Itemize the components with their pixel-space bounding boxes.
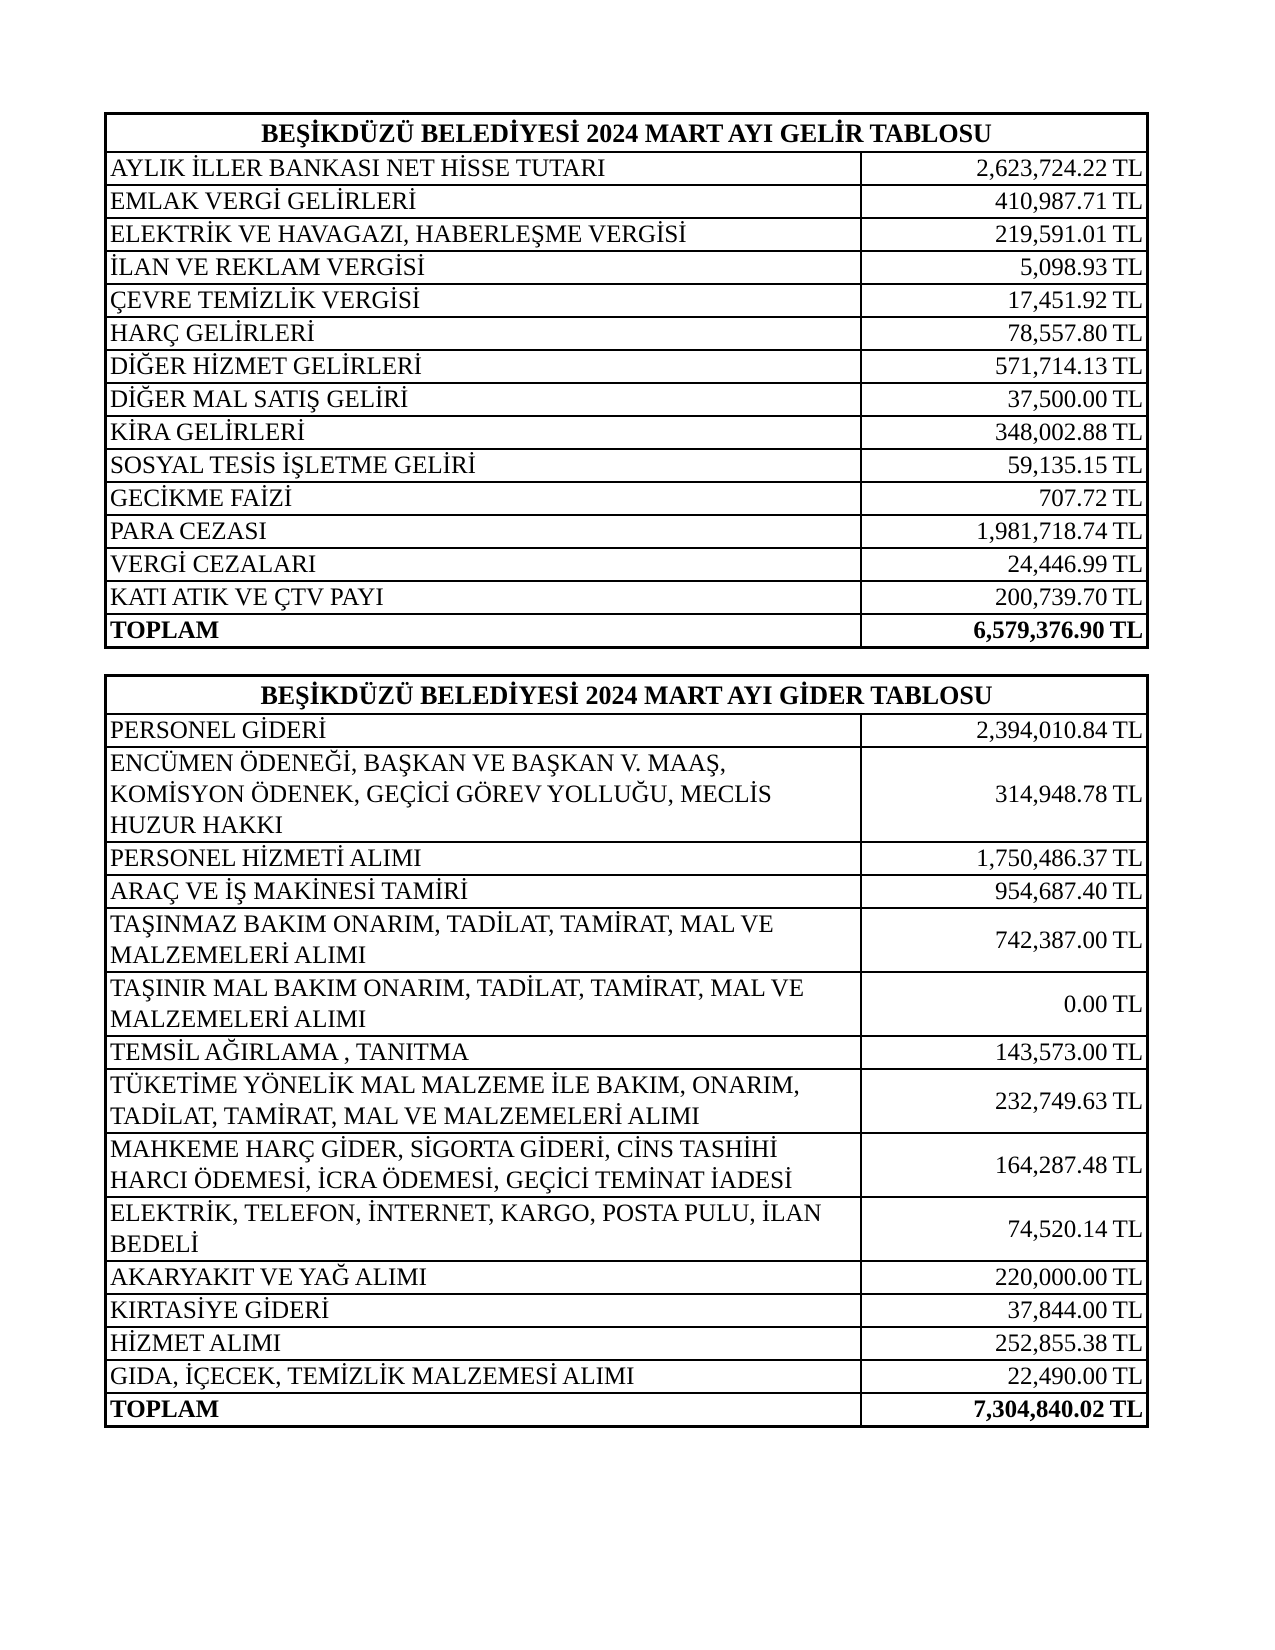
income-item-amount xyxy=(861,350,1148,383)
income-table-row xyxy=(106,350,1148,383)
income-title-row xyxy=(106,114,1148,153)
income-item-label: DİĞER MAL SATIŞ GELİRİ xyxy=(106,383,861,416)
income-table-row xyxy=(106,152,1148,185)
currency-label: TL xyxy=(1112,551,1143,578)
amount-value: 37,844.00 xyxy=(1007,1297,1108,1324)
currency-label: TL xyxy=(1112,518,1143,545)
income-item-label: ELEKTRİK VE HAVAGAZI, HABERLEŞME VERGİSİ xyxy=(106,218,861,251)
expense-item-amount xyxy=(861,1261,1148,1294)
amount-value: 200,739.70 xyxy=(994,584,1108,611)
amount-value: 6,579,376.90 xyxy=(973,617,1105,644)
expense-table-row xyxy=(106,747,1148,842)
expense-table-row xyxy=(106,875,1148,908)
expense-table-row xyxy=(106,1360,1148,1393)
currency-label: TL xyxy=(1112,353,1143,380)
expense-item-amount xyxy=(861,1327,1148,1360)
amount-value: 2,623,724.22 xyxy=(976,155,1108,182)
currency-label: TL xyxy=(1112,1151,1143,1179)
currency-label: TL xyxy=(1112,155,1143,182)
income-item-amount xyxy=(861,416,1148,449)
amount-value: 220,000.00 xyxy=(994,1264,1108,1291)
expense-table-row xyxy=(106,1261,1148,1294)
amount-value: 22,490.00 xyxy=(1007,1363,1108,1390)
expense-item-amount xyxy=(861,1197,1148,1261)
expense-table-row xyxy=(106,1133,1148,1197)
income-table-row xyxy=(106,185,1148,218)
income-item-amount xyxy=(861,284,1148,317)
amount-value: 59,135.15 xyxy=(1007,452,1108,479)
amount-value: 252,855.38 xyxy=(994,1330,1108,1357)
amount-value: 37,500.00 xyxy=(1007,386,1108,413)
expense-item-amount xyxy=(861,1036,1148,1069)
expense-item-amount xyxy=(861,747,1148,842)
expense-table-row xyxy=(106,972,1148,1036)
expense-item-amount xyxy=(861,1360,1148,1393)
income-item-amount xyxy=(861,317,1148,350)
currency-label: TL xyxy=(1112,485,1143,512)
currency-label: TL xyxy=(1112,717,1143,744)
amount-value: 78,557.80 xyxy=(1007,320,1108,347)
currency-label: TL xyxy=(1112,419,1143,446)
amount-value: 17,451.92 xyxy=(1007,287,1108,314)
amount-value: 219,591.01 xyxy=(994,221,1108,248)
expense-title-row xyxy=(106,676,1148,715)
expense-table-row xyxy=(106,1069,1148,1133)
currency-label: TL xyxy=(1112,221,1143,248)
expense-item-amount xyxy=(861,875,1148,908)
expense-item-label: AKARYAKIT VE YAĞ ALIMI xyxy=(106,1261,861,1294)
income-item-label: KATI ATIK VE ÇTV PAYI xyxy=(106,581,861,614)
expense-item-label: MAHKEME HARÇ GİDER, SİGORTA GİDERİ, CİNS TASHİHİ HARCI ÖDEMESİ, İCRA ÖDEMESİ, GEÇİCİ TEMİNAT İADESİ xyxy=(106,1133,861,1197)
expense-item-label: TAŞINMAZ BAKIM ONARIM, TADİLAT, TAMİRAT, MAL VE MALZEMELERİ ALIMI xyxy=(106,908,861,972)
income-item-amount xyxy=(861,449,1148,482)
currency-label: TL xyxy=(1112,1330,1143,1357)
amount-value: 143,573.00 xyxy=(994,1039,1108,1066)
expense-item-label: TÜKETİME YÖNELİK MAL MALZEME İLE BAKIM, ONARIM, TADİLAT, TAMİRAT, MAL VE MALZEMELERİ ALIMI xyxy=(106,1069,861,1133)
income-item-amount xyxy=(861,218,1148,251)
currency-label: TL xyxy=(1112,1215,1143,1243)
amount-value: 232,749.63 xyxy=(994,1087,1108,1115)
currency-label: TL xyxy=(1112,990,1143,1018)
income-item-amount xyxy=(861,515,1148,548)
income-item-amount xyxy=(861,152,1148,185)
income-item-label: SOSYAL TESİS İŞLETME GELİRİ xyxy=(106,449,861,482)
income-table-body xyxy=(106,152,1148,648)
expense-item-amount xyxy=(861,908,1148,972)
income-item-label: İLAN VE REKLAM VERGİSİ xyxy=(106,251,861,284)
income-item-label: PARA CEZASI xyxy=(106,515,861,548)
expense-table-row xyxy=(106,842,1148,875)
expense-item-amount xyxy=(861,1069,1148,1133)
income-item-amount xyxy=(861,251,1148,284)
income-table-row xyxy=(106,251,1148,284)
amount-value: 742,387.00 xyxy=(994,926,1108,954)
income-item-label: AYLIK İLLER BANKASI NET HİSSE TUTARI xyxy=(106,152,861,185)
currency-label: TL xyxy=(1112,878,1143,905)
expense-table-row xyxy=(106,1036,1148,1069)
amount-value: 410,987.71 xyxy=(994,188,1108,215)
expense-table-body xyxy=(106,714,1148,1427)
expense-item-label: ARAÇ VE İŞ MAKİNESİ TAMİRİ xyxy=(106,875,861,908)
amount-value: 1,750,486.37 xyxy=(976,845,1108,872)
income-item-amount xyxy=(861,185,1148,218)
income-table xyxy=(104,112,1149,649)
expense-table-row xyxy=(106,1197,1148,1261)
income-item-label: VERGİ CEZALARI xyxy=(106,548,861,581)
income-item-amount xyxy=(861,482,1148,515)
currency-label: TL xyxy=(1112,845,1143,872)
currency-label: TL xyxy=(1112,1039,1143,1066)
income-item-label: DİĞER HİZMET GELİRLERİ xyxy=(106,350,861,383)
income-item-label: KİRA GELİRLERİ xyxy=(106,416,861,449)
expense-table-row xyxy=(106,1327,1148,1360)
expense-table-row xyxy=(106,714,1148,747)
income-table-title: BEŞİKDÜZÜ BELEDİYESİ 2024 MART AYI GELİR TABLOSU xyxy=(106,114,1148,153)
expense-table-title: BEŞİKDÜZÜ BELEDİYESİ 2024 MART AYI GİDER TABLOSU xyxy=(106,676,1148,715)
expense-item-label: TAŞINIR MAL BAKIM ONARIM, TADİLAT, TAMİRAT, MAL VE MALZEMELERİ ALIMI xyxy=(106,972,861,1036)
income-table-row xyxy=(106,548,1148,581)
expense-table xyxy=(104,674,1149,1428)
amount-value: 571,714.13 xyxy=(994,353,1108,380)
income-item-amount xyxy=(861,383,1148,416)
income-total-row xyxy=(106,614,1148,648)
amount-value: 314,948.78 xyxy=(994,781,1108,808)
expense-item-label: PERSONEL HİZMETİ ALIMI xyxy=(106,842,861,875)
income-total-label: TOPLAM xyxy=(106,614,861,648)
amount-value: 2,394,010.84 xyxy=(976,717,1108,744)
expense-table-row xyxy=(106,908,1148,972)
expense-total-label: TOPLAM xyxy=(106,1393,861,1427)
currency-label: TL xyxy=(1112,287,1143,314)
amount-value: 24,446.99 xyxy=(1007,551,1108,578)
currency-label: TL xyxy=(1112,1087,1143,1115)
expense-item-label: HİZMET ALIMI xyxy=(106,1327,861,1360)
expense-item-label: GIDA, İÇECEK, TEMİZLİK MALZEMESİ ALIMI xyxy=(106,1360,861,1393)
income-item-label: HARÇ GELİRLERİ xyxy=(106,317,861,350)
income-item-amount xyxy=(861,581,1148,614)
expense-total-row xyxy=(106,1393,1148,1427)
currency-label: TL xyxy=(1112,254,1143,281)
currency-label: TL xyxy=(1112,386,1143,413)
expense-item-amount xyxy=(861,714,1148,747)
income-item-label: ÇEVRE TEMİZLİK VERGİSİ xyxy=(106,284,861,317)
currency-label: TL xyxy=(1109,617,1143,644)
amount-value: 707.72 xyxy=(1038,485,1108,512)
expense-total-amount xyxy=(861,1393,1148,1427)
currency-label: TL xyxy=(1112,1297,1143,1324)
currency-label: TL xyxy=(1112,452,1143,479)
expense-item-amount xyxy=(861,842,1148,875)
currency-label: TL xyxy=(1112,1363,1143,1390)
income-table-row xyxy=(106,581,1148,614)
amount-value: 74,520.14 xyxy=(1007,1215,1108,1243)
expense-item-amount xyxy=(861,1294,1148,1327)
income-item-label: GECİKME FAİZİ xyxy=(106,482,861,515)
expense-item-amount xyxy=(861,972,1148,1036)
expense-item-label: ELEKTRİK, TELEFON, İNTERNET, KARGO, POSTA PULU, İLAN BEDELİ xyxy=(106,1197,861,1261)
amount-value: 164,287.48 xyxy=(994,1151,1108,1179)
expense-item-label: TEMSİL AĞIRLAMA , TANITMA xyxy=(106,1036,861,1069)
amount-value: 348,002.88 xyxy=(994,419,1108,446)
income-table-row xyxy=(106,482,1148,515)
expense-item-amount xyxy=(861,1133,1148,1197)
income-table-row xyxy=(106,218,1148,251)
amount-value: 954,687.40 xyxy=(994,878,1108,905)
income-table-row xyxy=(106,449,1148,482)
expense-item-label: ENCÜMEN ÖDENEĞİ, BAŞKAN VE BAŞKAN V. MAAŞ, KOMİSYON ÖDENEK, GEÇİCİ GÖREV YOLLUĞU, MECLİS HUZUR HAKKI xyxy=(106,747,861,842)
income-total-amount xyxy=(861,614,1148,648)
income-table-row xyxy=(106,416,1148,449)
income-item-label: EMLAK VERGİ GELİRLERİ xyxy=(106,185,861,218)
income-table-row xyxy=(106,284,1148,317)
income-table-row xyxy=(106,515,1148,548)
currency-label: TL xyxy=(1109,1396,1143,1423)
amount-value: 5,098.93 xyxy=(1019,254,1108,281)
currency-label: TL xyxy=(1112,781,1143,808)
amount-value: 1,981,718.74 xyxy=(976,518,1108,545)
expense-table-row xyxy=(106,1294,1148,1327)
amount-value: 7,304,840.02 xyxy=(973,1396,1105,1423)
currency-label: TL xyxy=(1112,584,1143,611)
currency-label: TL xyxy=(1112,926,1143,954)
currency-label: TL xyxy=(1112,320,1143,347)
income-table-row xyxy=(106,383,1148,416)
expense-item-label: KIRTASİYE GİDERİ xyxy=(106,1294,861,1327)
amount-value: 0.00 xyxy=(1063,990,1108,1018)
currency-label: TL xyxy=(1112,1264,1143,1291)
income-item-amount xyxy=(861,548,1148,581)
expense-item-label: PERSONEL GİDERİ xyxy=(106,714,861,747)
currency-label: TL xyxy=(1112,188,1143,215)
income-table-row xyxy=(106,317,1148,350)
